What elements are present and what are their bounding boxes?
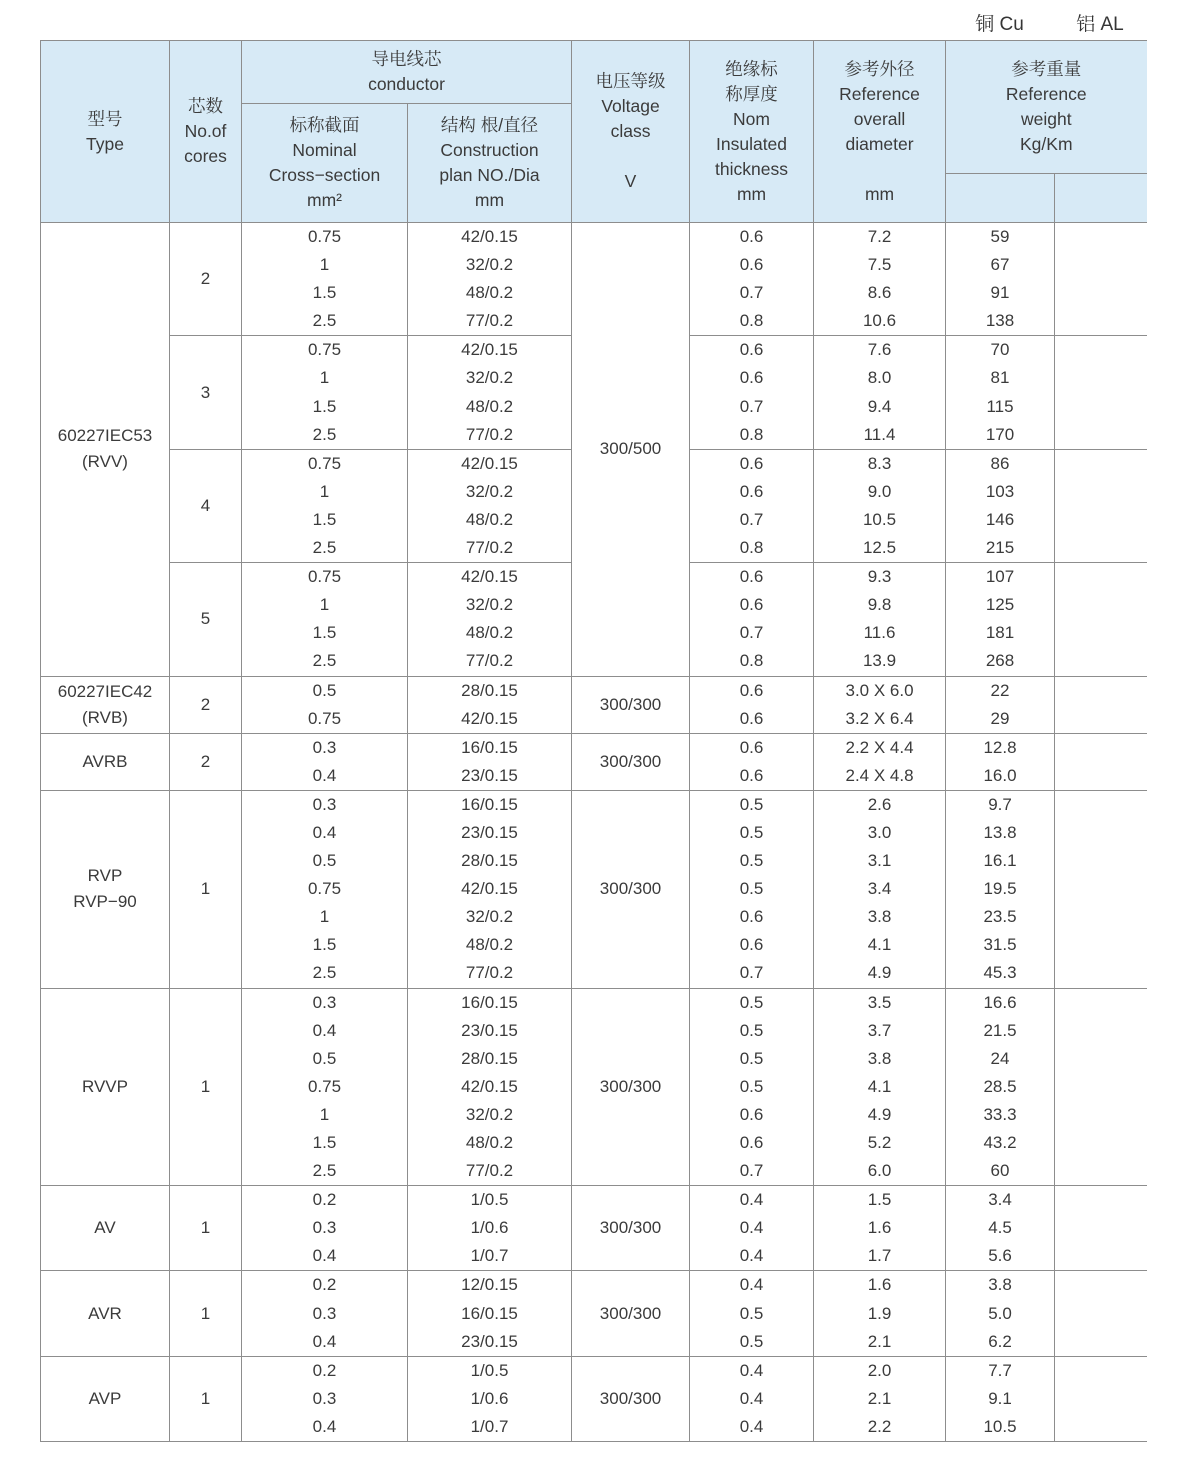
- cell-insulated-thickness: 0.6 0.6: [690, 676, 814, 733]
- cell-construction: 16/0.15 23/0.15 28/0.15 42/0.15 32/0.2 48/0.2 77/0.2: [408, 988, 572, 1186]
- cell-construction: 1/0.5 1/0.6 1/0.7: [408, 1356, 572, 1441]
- table-header: [41, 41, 1147, 223]
- cell-weight-cu: 86 103 146 215: [946, 449, 1055, 562]
- header-overall-diameter: 参考外径 Reference overall diameter mm: [814, 41, 946, 223]
- cell-overall-diameter: 8.3 9.0 10.5 12.5: [814, 449, 946, 562]
- header-cross-section: 标称截面 Nominal Cross−section mm²: [242, 104, 408, 223]
- cell-insulated-thickness: 0.5 0.5 0.5 0.5 0.6 0.6 0.7: [690, 790, 814, 988]
- header-insulated-thickness: 绝缘标 称厚度 Nom Insulated thickness mm: [690, 41, 814, 223]
- cell-cores: 2: [170, 223, 242, 336]
- cell-cross-section: 0.5 0.75: [242, 676, 408, 733]
- cell-insulated-thickness: 0.4 0.4 0.4: [690, 1186, 814, 1271]
- cell-cores: 1: [170, 790, 242, 988]
- cell-weight-al: [1055, 336, 1147, 449]
- cell-overall-diameter: 2.6 3.0 3.1 3.4 3.8 4.1 4.9: [814, 790, 946, 988]
- cell-cores: 1: [170, 1271, 242, 1356]
- cell-weight-cu: 16.6 21.5 24 28.5 33.3 43.2 60: [946, 988, 1055, 1186]
- cell-weight-al: [1055, 1356, 1147, 1441]
- cell-weight-al: [1055, 733, 1147, 790]
- spec-row-group: [41, 733, 1147, 790]
- cell-type: AVP: [41, 1356, 170, 1441]
- cell-weight-cu: 22 29: [946, 676, 1055, 733]
- cell-weight-cu: 70 81 115 170: [946, 336, 1055, 449]
- cell-insulated-thickness: 0.6 0.6 0.7 0.8: [690, 336, 814, 449]
- cell-insulated-thickness: 0.4 0.4 0.4: [690, 1356, 814, 1441]
- cell-weight-al: [1055, 223, 1147, 336]
- cell-overall-diameter: 3.0 X 6.0 3.2 X 6.4: [814, 676, 946, 733]
- cell-cross-section: 0.2 0.3 0.4: [242, 1356, 408, 1441]
- cell-cores: 5: [170, 563, 242, 676]
- cell-voltage-class: 300/300: [572, 676, 690, 733]
- cell-overall-diameter: 2.2 X 4.4 2.4 X 4.8: [814, 733, 946, 790]
- copper-weight-label: 铜 Cu: [975, 14, 1024, 35]
- cell-cores: 1: [170, 1356, 242, 1441]
- cell-overall-diameter: 1.6 1.9 2.1: [814, 1271, 946, 1356]
- cell-construction: 16/0.15 23/0.15: [408, 733, 572, 790]
- cell-weight-cu: 59 67 91 138: [946, 223, 1055, 336]
- cell-weight-al: [1055, 1186, 1147, 1271]
- header-reference-weight: 参考重量 Reference weight Kg/Km: [946, 41, 1147, 174]
- cell-cross-section: 0.3 0.4 0.5 0.75 1 1.5 2.5: [242, 988, 408, 1186]
- cell-overall-diameter: 2.0 2.1 2.2: [814, 1356, 946, 1441]
- cell-voltage-class: 300/300: [572, 988, 690, 1186]
- cell-voltage-class: 300/300: [572, 1271, 690, 1356]
- header-voltage-class: 电压等级 Voltage class V: [572, 41, 690, 223]
- spec-row-group: [41, 1186, 1147, 1271]
- cell-insulated-thickness: 0.4 0.5 0.5: [690, 1271, 814, 1356]
- cell-cross-section: 0.2 0.3 0.4: [242, 1186, 408, 1271]
- cell-cross-section: 0.75 1 1.5 2.5: [242, 223, 408, 336]
- cell-cores: 2: [170, 676, 242, 733]
- cell-overall-diameter: 7.6 8.0 9.4 11.4: [814, 336, 946, 449]
- cell-weight-al: [1055, 676, 1147, 733]
- cell-overall-diameter: 7.2 7.5 8.6 10.6: [814, 223, 946, 336]
- cell-voltage-class: 300/500: [572, 223, 690, 677]
- header-weight-cu-sub: [946, 174, 1055, 223]
- cell-cores: 4: [170, 449, 242, 562]
- cell-construction: 42/0.15 32/0.2 48/0.2 77/0.2: [408, 449, 572, 562]
- spec-row-group: [41, 676, 1147, 733]
- header-type: 型号 Type: [41, 41, 170, 223]
- header-conductor: 导电线芯 conductor: [242, 41, 572, 104]
- cell-insulated-thickness: 0.5 0.5 0.5 0.5 0.6 0.6 0.7: [690, 988, 814, 1186]
- cell-cross-section: 0.75 1 1.5 2.5: [242, 563, 408, 676]
- cell-voltage-class: 300/300: [572, 790, 690, 988]
- spec-row-group: [41, 988, 1147, 1186]
- cell-weight-cu: 3.8 5.0 6.2: [946, 1271, 1055, 1356]
- cell-insulated-thickness: 0.6 0.6 0.7 0.8: [690, 223, 814, 336]
- cell-weight-al: [1055, 1271, 1147, 1356]
- cell-overall-diameter: 9.3 9.8 11.6 13.9: [814, 563, 946, 676]
- cell-construction: 42/0.15 32/0.2 48/0.2 77/0.2: [408, 563, 572, 676]
- cell-cross-section: 0.2 0.3 0.4: [242, 1271, 408, 1356]
- cell-type: 60227IEC53 (RVV): [41, 223, 170, 677]
- cell-cross-section: 0.75 1 1.5 2.5: [242, 449, 408, 562]
- cell-weight-cu: 3.4 4.5 5.6: [946, 1186, 1055, 1271]
- cell-insulated-thickness: 0.6 0.6 0.7 0.8: [690, 563, 814, 676]
- cell-weight-cu: 107 125 181 268: [946, 563, 1055, 676]
- cell-cross-section: 0.3 0.4 0.5 0.75 1 1.5 2.5: [242, 790, 408, 988]
- cell-weight-cu: 9.7 13.8 16.1 19.5 23.5 31.5 45.3: [946, 790, 1055, 988]
- spec-row-group: [41, 223, 1147, 336]
- header-cores: 芯数 No.of cores: [170, 41, 242, 223]
- cell-cores: 1: [170, 1186, 242, 1271]
- table-body: [41, 223, 1147, 1442]
- cell-weight-cu: 12.8 16.0: [946, 733, 1055, 790]
- spec-row-group: [41, 1356, 1147, 1441]
- cell-type: AV: [41, 1186, 170, 1271]
- cell-weight-al: [1055, 988, 1147, 1186]
- cell-insulated-thickness: 0.6 0.6: [690, 733, 814, 790]
- cell-weight-al: [1055, 563, 1147, 676]
- cell-construction: 42/0.15 32/0.2 48/0.2 77/0.2: [408, 336, 572, 449]
- cell-type: 60227IEC42 (RVB): [41, 676, 170, 733]
- cell-weight-al: [1055, 449, 1147, 562]
- cell-type: RVVP: [41, 988, 170, 1186]
- cell-cores: 1: [170, 988, 242, 1186]
- cell-voltage-class: 300/300: [572, 1356, 690, 1441]
- cell-construction: 28/0.15 42/0.15: [408, 676, 572, 733]
- cell-insulated-thickness: 0.6 0.6 0.7 0.8: [690, 449, 814, 562]
- cell-voltage-class: 300/300: [572, 1186, 690, 1271]
- cell-cross-section: 0.3 0.4: [242, 733, 408, 790]
- cell-overall-diameter: 3.5 3.7 3.8 4.1 4.9 5.2 6.0: [814, 988, 946, 1186]
- cell-voltage-class: 300/300: [572, 733, 690, 790]
- header-construction: 结构 根/直径 Construction plan NO./Dia mm: [408, 104, 572, 223]
- cell-cores: 2: [170, 733, 242, 790]
- spec-row-group: [41, 1271, 1147, 1356]
- cell-construction: 12/0.15 16/0.15 23/0.15: [408, 1271, 572, 1356]
- cell-cores: 3: [170, 336, 242, 449]
- cell-cross-section: 0.75 1 1.5 2.5: [242, 336, 408, 449]
- cell-construction: 16/0.15 23/0.15 28/0.15 42/0.15 32/0.2 48/0.2 77/0.2: [408, 790, 572, 988]
- cell-weight-cu: 7.7 9.1 10.5: [946, 1356, 1055, 1441]
- cell-type: AVR: [41, 1271, 170, 1356]
- cell-construction: 42/0.15 32/0.2 48/0.2 77/0.2: [408, 223, 572, 336]
- cell-weight-al: [1055, 790, 1147, 988]
- cell-overall-diameter: 1.5 1.6 1.7: [814, 1186, 946, 1271]
- cable-spec-table: [40, 40, 1147, 1442]
- spec-row-group: [41, 790, 1147, 988]
- cell-type: RVP RVP−90: [41, 790, 170, 988]
- aluminum-weight-label: 铝 AL: [1076, 14, 1124, 35]
- cell-type: AVRB: [41, 733, 170, 790]
- header-weight-al-sub: [1055, 174, 1147, 223]
- cell-construction: 1/0.5 1/0.6 1/0.7: [408, 1186, 572, 1271]
